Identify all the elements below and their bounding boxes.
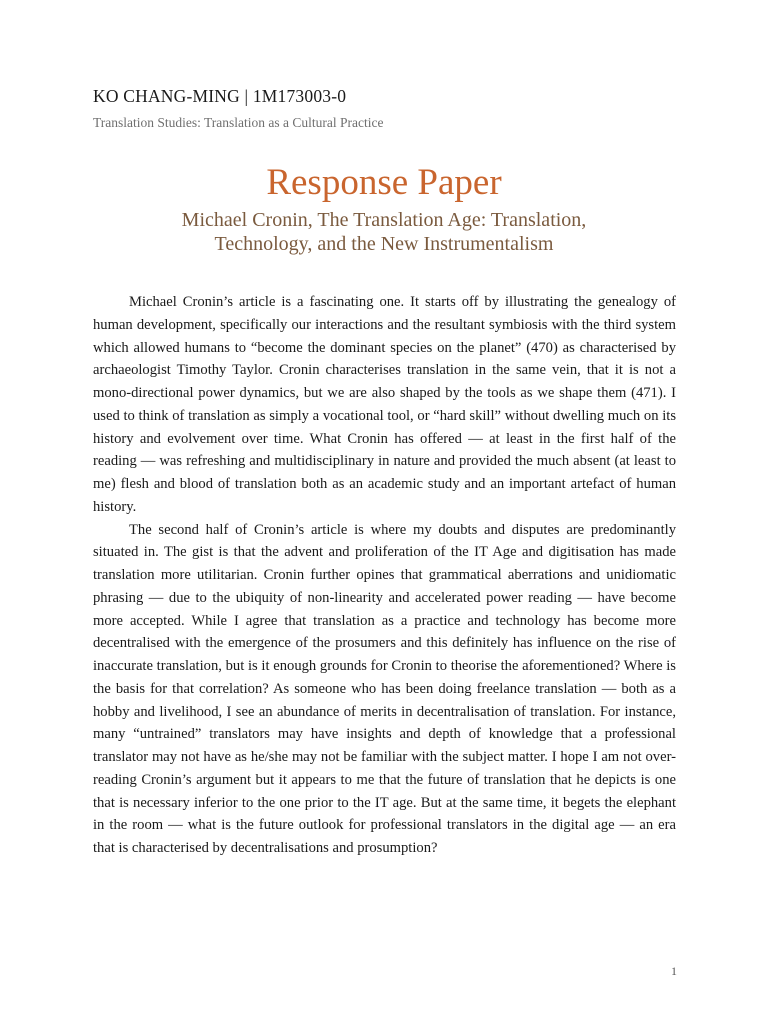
paragraph-2: The second half of Cronin’s article is where my doubts and disputes are predominantly situated in. The gist is that the advent and proliferation of the IT Age and digitisation has made translation more utilitarian. Cronin further opines that grammatical aberrations and unidiomatic phrasing — due to the ubiquity of non-linearity and accelerated power reading — have become more accepted. While I agree that translation as a practice and technology has become more decentralised with the emergence of the prosumers and this definitely has influence on the rise of inaccurate translation, but is it enough grounds for Cronin to theorise the aforementioned? Where is the basis for that correlation? As someone who has been doing freelance translation — both as a hobby and livelihood, I see an abundance of merits in decentralisation of translation. For instance, many “untrained” translators may have insights and depth of knowledge that a professional translator may not have as he/she may not be familiar with the subject matter. I hope I am not over-reading Cronin’s argument but it appears to me that the future of translation that he depicts is one that is necessary inferior to the one prior to the IT age. But at the same time, it begets the elephant in the room — what is the future outlook for professional translators in the digital age — an era that is characterised by decentralisations and prosumption? — [93, 521, 676, 856]
body-text — [93, 291, 676, 860]
author-id-line: KO CHANG-MING | 1M173003-0 — [93, 86, 347, 106]
paragraph-1: Michael Cronin’s article is a fascinating one. It starts off by illustrating the genealogy of human development, specifically our interactions and the resultant symbiosis with the third system which allowed humans to “become the dominant species on the planet” (470) as characterised by archaeologist Timothy Taylor. Cronin characterises translation in the same vein, that it is not a mono-directional power dynamics, but we are also shaped by the tools as we shape them (471). I used to think of translation as simply a vocational tool, or “hard skill” without dwelling much on its history and evolvement over time. What Cronin has offered — at least in the first half of the reading — was refreshing and multidisciplinary in nature and provided the much absent (at least to me) flesh and blood of translation both as an academic study and an important artefact of human history. — [93, 294, 676, 515]
paper-subtitle — [60, 208, 708, 256]
page-number: 1 — [671, 964, 677, 978]
subtitle-line-1: Michael Cronin, The Translation Age: Translation, — [181, 209, 587, 231]
paper-title: Response Paper — [266, 162, 502, 203]
course-line: Translation Studies: Translation as a Cultural Practice — [93, 115, 384, 130]
subtitle-line-2: Technology, and the New Instrumentalism — [214, 233, 554, 255]
